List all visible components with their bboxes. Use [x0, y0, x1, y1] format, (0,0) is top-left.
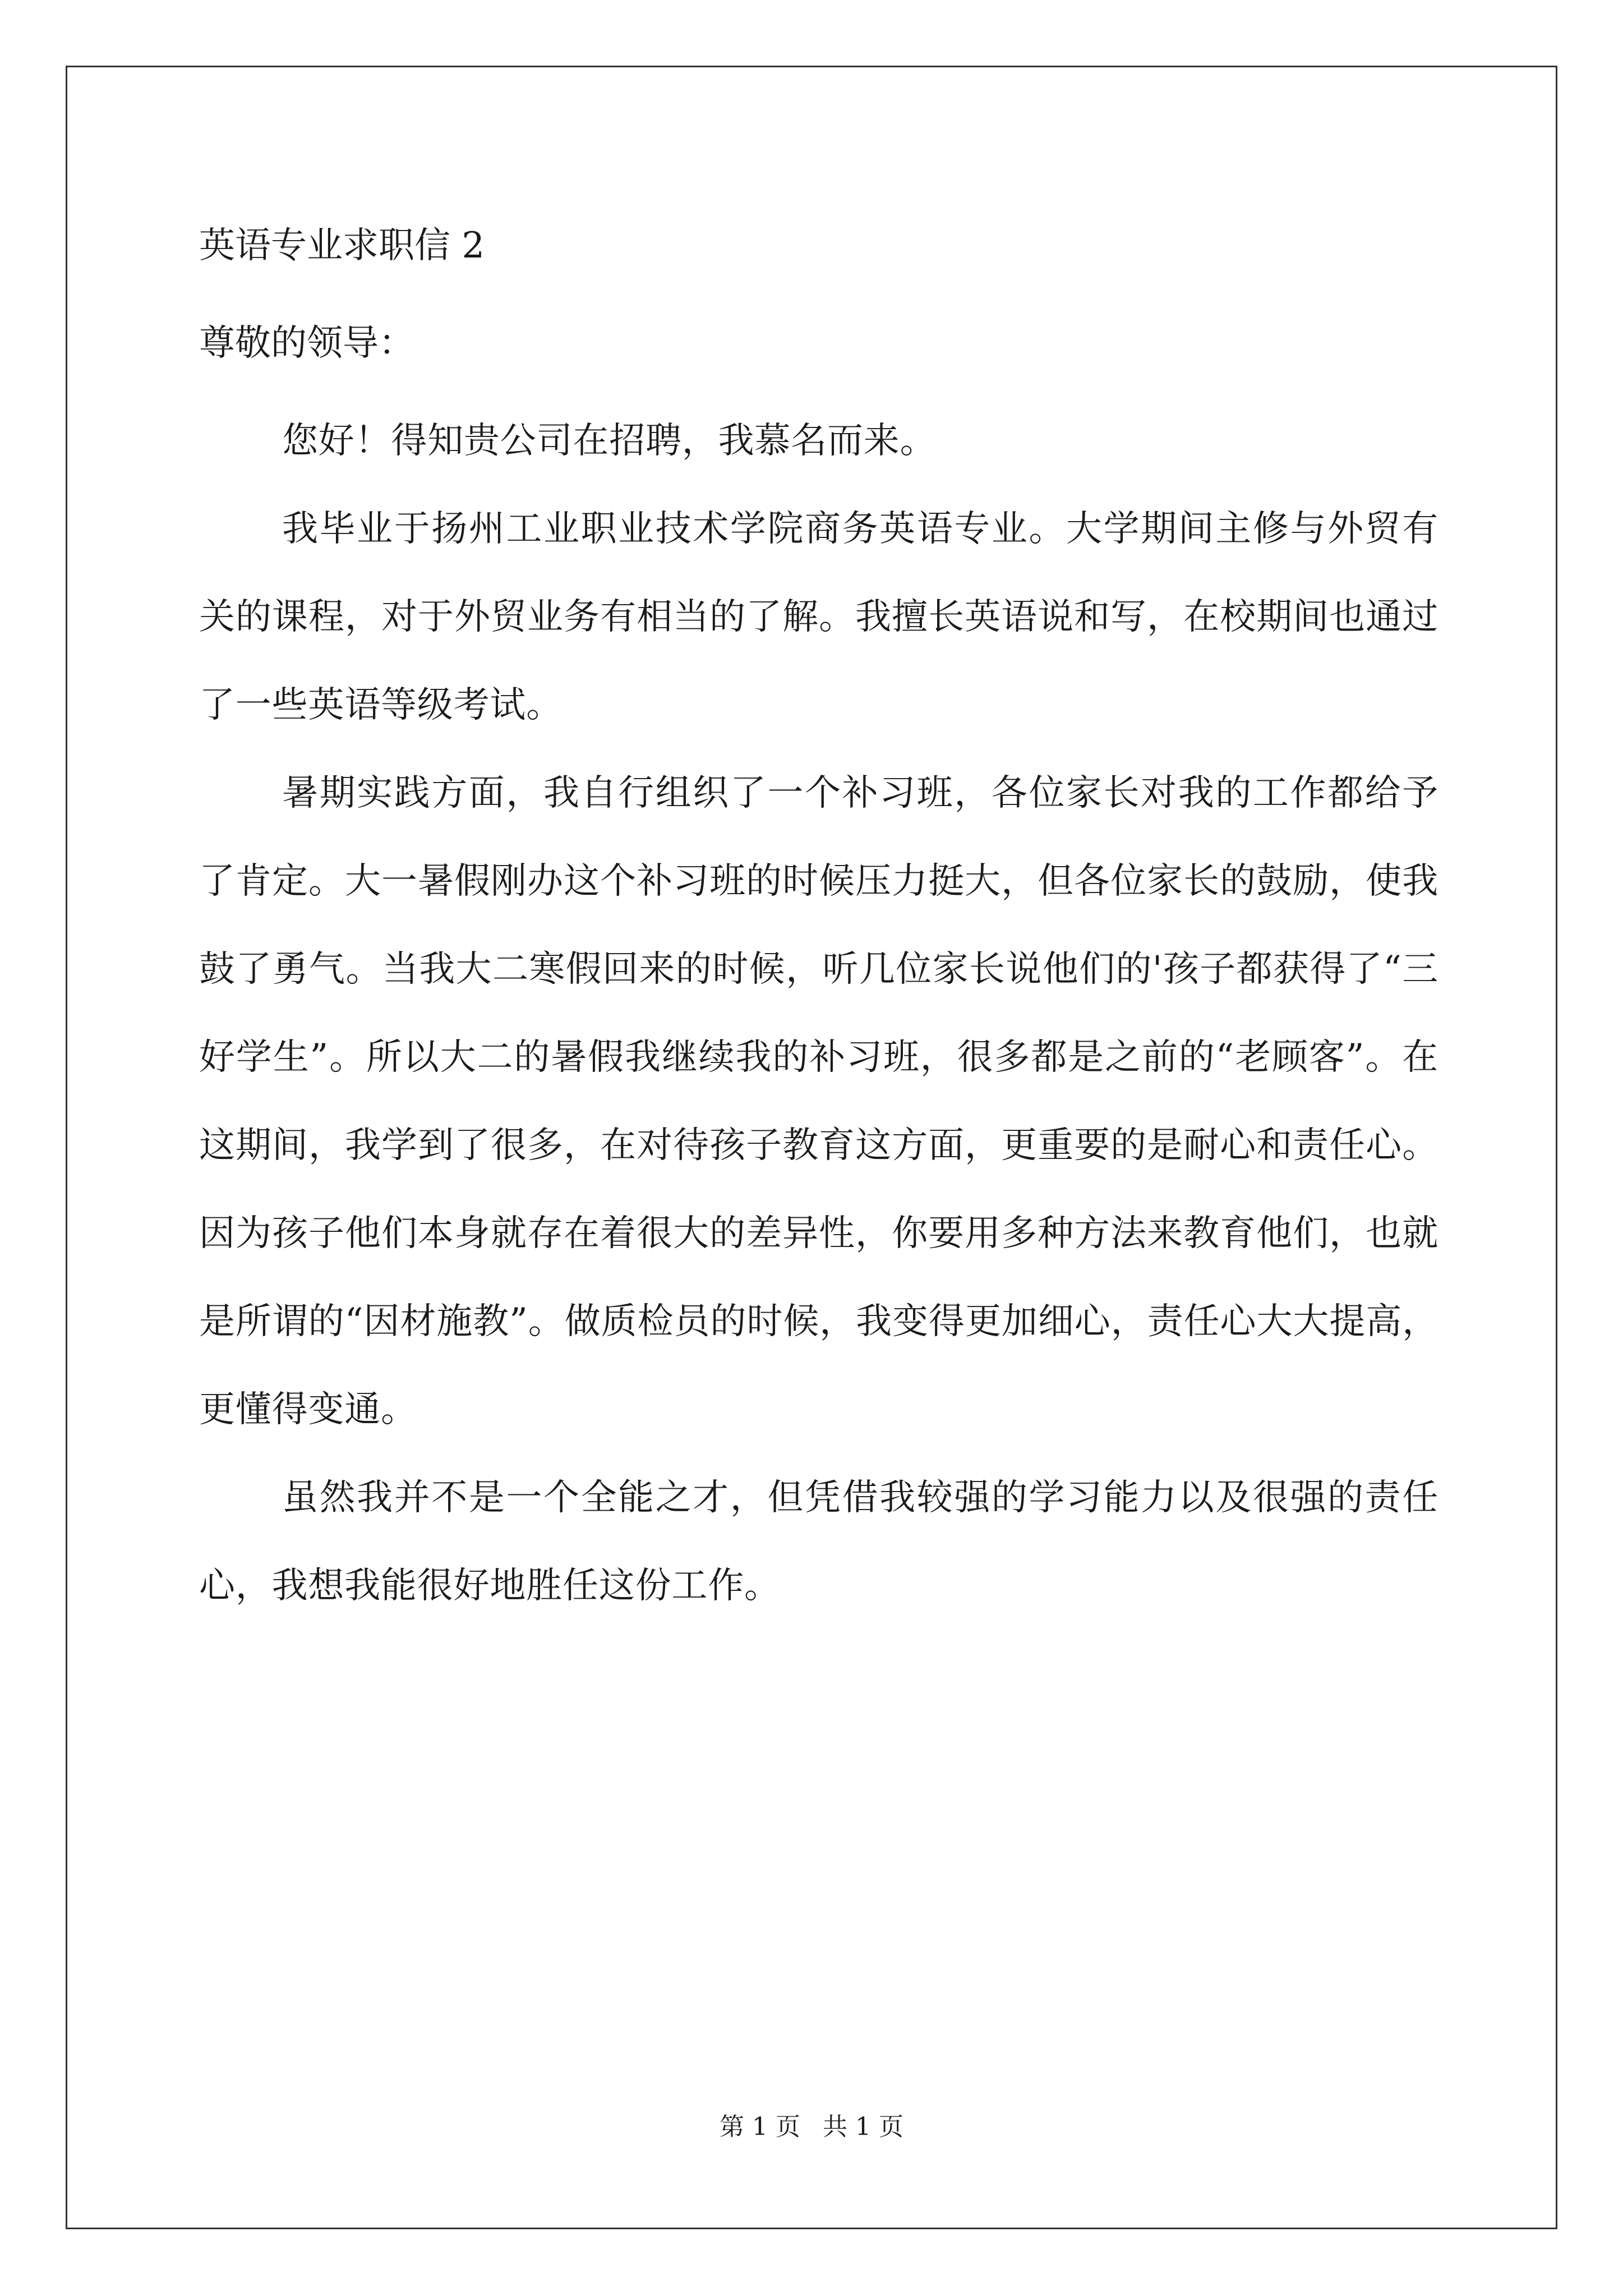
- page-total: 共 1 页: [823, 2113, 903, 2141]
- paragraph-greeting: 您好！得知贵公司在招聘，我慕名而来。: [282, 420, 937, 462]
- page-number: 第 1 页: [720, 2113, 800, 2141]
- paragraph-closing: 虽然我并不是一个全能之才，但凭借我较强的学习能力以及很强的责任心，我想我能很好地胜任这份工作。: [199, 1477, 1438, 1607]
- letter-body: [199, 219, 1438, 1630]
- document-title: 英语专业求职信 2: [199, 225, 485, 266]
- paragraph-practice: 暑期实践方面，我自行组织了一个补习班，各位家长对我的工作都给予了肯定。大一暑假刚办这个补习班的时候压力挺大，但各位家长的鼓励，使我鼓了勇气。当我大二寒假回来的时候，听几位家长说他们的'孩子都获得了“三好学生”。所以大二的暑假我继续我的补习班，很多都是之前的“老顾客”。在这期间，我学到了很多，在对待孩子教育这方面，更重要的是耐心和责任心。因为孩子他们本身就存在着很大的差异性，你要用多种方法来教育他们，也就是所谓的“因材施教”。做质检员的时候，我变得更加细心，责任心大大提高，更懂得变通。: [199, 772, 1438, 1430]
- paragraph-education: 我毕业于扬州工业职业技术学院商务英语专业。大学期间主修与外贸有关的课程，对于外贸业务有相当的了解。我擅长英语说和写，在校期间也通过了一些英语等级考试。: [199, 508, 1438, 726]
- page-footer: [0, 2110, 1623, 2144]
- salutation: 尊敬的领导：: [199, 323, 414, 364]
